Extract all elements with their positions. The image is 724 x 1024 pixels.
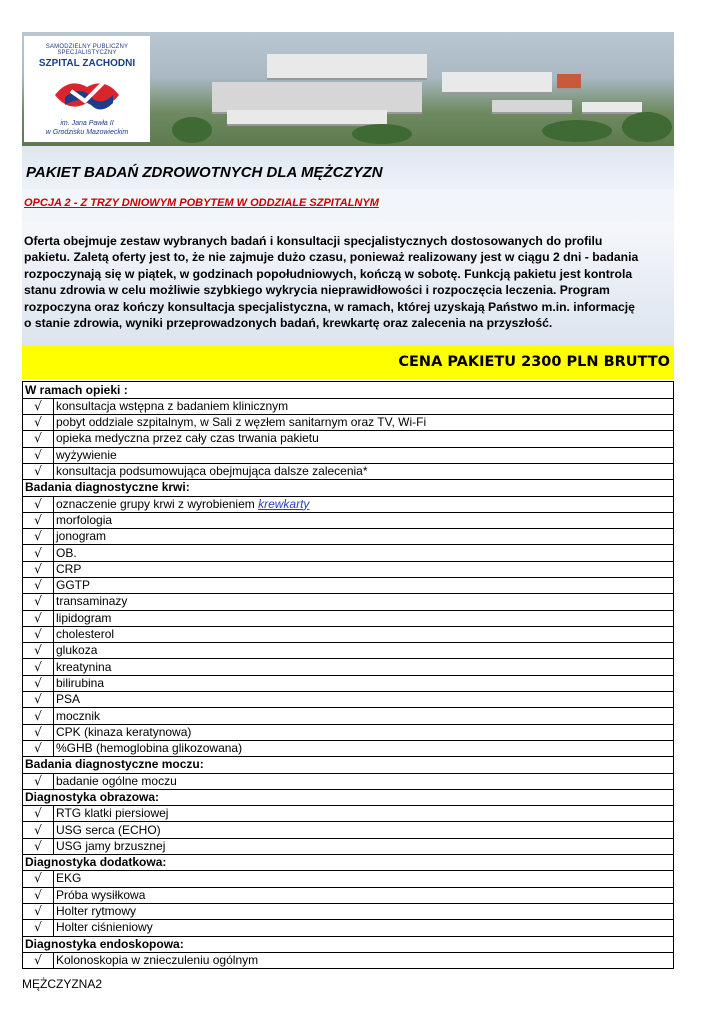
check-mark-icon: √ [23, 724, 54, 740]
service-item-label: CPK (kinaza keratynowa) [56, 724, 192, 739]
check-mark-icon: √ [23, 806, 54, 822]
service-item [54, 529, 674, 545]
service-item-label: USG serca (ECHO) [56, 822, 161, 837]
service-item [54, 398, 674, 414]
check-mark-icon: √ [23, 415, 54, 431]
service-item-label: morfologia [56, 512, 113, 527]
service-item-label: konsultacja wstępna z badaniem klinicznym [56, 398, 289, 413]
logo-name: SZPITAL ZACHODNI [38, 58, 136, 69]
hospital-logo [24, 36, 150, 142]
service-item-label: glukoza [56, 643, 98, 658]
section-header-row [23, 480, 674, 496]
check-mark-icon: √ [23, 838, 54, 854]
check-mark-icon: √ [23, 887, 54, 903]
service-item [54, 512, 674, 528]
section-title: Diagnostyka dodatkowa: [23, 855, 674, 871]
price-bar [22, 345, 674, 379]
service-item-label: konsultacja podsumowująca obejmująca dalsze zalecenia* [56, 464, 368, 479]
table-row [23, 610, 674, 626]
service-item [54, 740, 674, 756]
service-item [54, 545, 674, 561]
table-row [23, 431, 674, 447]
service-item-label: bilirubina [56, 675, 105, 690]
service-item-label: USG jamy brzusznej [56, 838, 166, 853]
check-mark-icon: √ [23, 561, 54, 577]
logo-emblem-icon [51, 73, 123, 117]
table-row [23, 529, 674, 545]
service-item-label: lipidogram [56, 610, 112, 625]
service-item-label: PSA [56, 692, 81, 707]
section-header-row [23, 757, 674, 773]
description-line: o stanie zdrowia, wyniki przeprowadzonych badań, krewkartę oraz zalecenia na przyszłość. [24, 316, 553, 331]
service-item [54, 708, 674, 724]
sheet-footer: MĘŻCZYZNA2 [22, 977, 103, 991]
check-mark-icon: √ [23, 871, 54, 887]
service-item [54, 887, 674, 903]
table-row [23, 626, 674, 642]
service-item [54, 773, 674, 789]
service-item [54, 822, 674, 838]
check-mark-icon: √ [23, 952, 54, 968]
check-mark-icon: √ [23, 659, 54, 675]
tree-shape [172, 117, 212, 143]
table-row [23, 561, 674, 577]
service-item [54, 903, 674, 919]
description-line: Oferta obejmuje zestaw wybranych badań i konsultacji specjalistycznych dostosowanych do profilu [24, 234, 603, 248]
tree-shape [622, 112, 672, 142]
krewkarty-link[interactable]: krewkarty [258, 496, 310, 511]
check-mark-icon: √ [23, 920, 54, 936]
check-mark-icon: √ [23, 447, 54, 463]
table-row [23, 463, 674, 479]
page-title: PAKIET BADAŃ ZDROWOTNYCH DLA MĘŻCZYZN [26, 164, 383, 181]
service-item-label: OB. [56, 545, 77, 560]
check-mark-icon: √ [23, 643, 54, 659]
check-mark-icon: √ [23, 578, 54, 594]
service-item-label: jonogram [56, 529, 107, 544]
tree-shape [542, 120, 612, 142]
table-row [23, 594, 674, 610]
service-item-label: transaminazy [56, 594, 128, 609]
service-item-label: Holter rytmowy [56, 904, 137, 919]
service-item-label: pobyt oddziale szpitalnym, w Sali z węzłem sanitarnym oraz TV, Wi-Fi [56, 415, 427, 430]
check-mark-icon: √ [23, 773, 54, 789]
service-item-label: oznaczenie grupy krwi z wyrobieniem [56, 496, 259, 511]
service-item [54, 431, 674, 447]
table-row [23, 512, 674, 528]
service-item [54, 659, 674, 675]
table-row [23, 838, 674, 854]
table-row [23, 903, 674, 919]
table-row [23, 887, 674, 903]
table-row [23, 740, 674, 756]
table-row [23, 773, 674, 789]
check-mark-icon: √ [23, 431, 54, 447]
table-row [23, 708, 674, 724]
check-mark-icon: √ [23, 512, 54, 528]
section-title: Badania diagnostyczne moczu: [23, 757, 674, 773]
service-item-label: CRP [56, 561, 82, 576]
service-item-label: opieka medyczna przez cały czas trwania pakietu [56, 431, 319, 446]
service-item [54, 806, 674, 822]
check-mark-icon: √ [23, 529, 54, 545]
service-item-label: mocznik [56, 708, 101, 723]
table-row [23, 398, 674, 414]
tree-shape [352, 124, 412, 144]
logo-subtitle-1: im. Jana Pawła II [60, 120, 114, 127]
table-row [23, 920, 674, 936]
service-item [54, 838, 674, 854]
service-item-label: GGTP [56, 578, 91, 593]
service-item-label: kreatynina [56, 659, 112, 674]
option-block [22, 189, 674, 221]
table-row [23, 496, 674, 512]
building-shape [442, 72, 552, 94]
service-item-label: Kolonoskopia w znieczuleniu ogólnym [56, 952, 259, 967]
service-item-label: %GHB (hemoglobina glikozowana) [56, 741, 243, 756]
service-item [54, 643, 674, 659]
service-item [54, 415, 674, 431]
description-line: stanu zdrowia w celu możliwie szybkiego wykrycia nieprawidłowości i rozpoczęcia leczenia. Program [24, 283, 610, 298]
table-row [23, 659, 674, 675]
table-row [23, 578, 674, 594]
option-subtitle: OPCJA 2 - Z TRZY DNIOWYM POBYTEM W ODDZIALE SZPITALNYM [24, 197, 379, 209]
service-item-label: Próba wysiłkowa [56, 887, 146, 902]
service-item [54, 920, 674, 936]
service-item [54, 692, 674, 708]
table-row [23, 822, 674, 838]
service-item [54, 626, 674, 642]
service-item [54, 496, 674, 512]
service-item [54, 561, 674, 577]
service-item [54, 578, 674, 594]
service-item [54, 594, 674, 610]
table-row [23, 806, 674, 822]
check-mark-icon: √ [23, 398, 54, 414]
table-row [23, 675, 674, 691]
service-item-label: cholesterol [56, 627, 115, 642]
section-header-row [23, 855, 674, 871]
service-item [54, 724, 674, 740]
service-item [54, 463, 674, 479]
section-header-row [23, 789, 674, 805]
check-mark-icon: √ [23, 610, 54, 626]
check-mark-icon: √ [23, 594, 54, 610]
building-shape [492, 100, 572, 114]
check-mark-icon: √ [23, 903, 54, 919]
description-line: rozpoczynają się w piątek, w godzinach popołudniowych, kończą w sobotę. Funkcją pakietu jest kontrola [24, 266, 633, 281]
service-item-label: RTG klatki piersiowej [56, 806, 169, 821]
description-line: rozpoczyna oraz kończy konsultacja specjalistyczna, w ramach, której uzyskają Państwo m.in. informację [24, 299, 635, 314]
table-row [23, 447, 674, 463]
header-banner [22, 32, 674, 146]
document-page [22, 32, 674, 969]
section-title: Badania diagnostyczne krwi: [23, 480, 674, 496]
section-header-row [23, 936, 674, 952]
service-item [54, 952, 674, 968]
service-item [54, 610, 674, 626]
building-shape [557, 74, 581, 90]
section-title: Diagnostyka obrazowa: [23, 789, 674, 805]
service-item-label: EKG [56, 871, 82, 886]
service-item-label: wyżywienie [56, 447, 117, 462]
check-mark-icon: √ [23, 496, 54, 512]
building-shape [582, 102, 642, 114]
logo-subtitle-2: w Grodzisku Mazowieckim [45, 129, 129, 136]
check-mark-icon: √ [23, 692, 54, 708]
services-table [22, 381, 674, 969]
table-row [23, 545, 674, 561]
section-title: W ramach opieki : [23, 382, 674, 398]
package-price: CENA PAKIETU 2300 PLN BRUTTO [398, 354, 670, 371]
check-mark-icon: √ [23, 740, 54, 756]
service-item [54, 447, 674, 463]
table-row [23, 724, 674, 740]
check-mark-icon: √ [23, 626, 54, 642]
description-block [22, 221, 674, 345]
section-header-row [23, 382, 674, 398]
logo-top-text: SAMODZIELNY PUBLICZNY SPECJALISTYCZNY [45, 44, 129, 56]
title-block [22, 146, 674, 189]
table-row [23, 871, 674, 887]
section-title: Diagnostyka endoskopowa: [23, 936, 674, 952]
building-shape [267, 54, 427, 80]
service-item-label: badanie ogólne moczu [56, 773, 177, 788]
table-row [23, 415, 674, 431]
check-mark-icon: √ [23, 822, 54, 838]
check-mark-icon: √ [23, 463, 54, 479]
service-item [54, 871, 674, 887]
table-row [23, 643, 674, 659]
table-row [23, 692, 674, 708]
table-row [23, 952, 674, 968]
description-line: pakietu. Zaletą oferty jest to, że nie zajmuje dużo czasu, ponieważ realizowany jest w ciągu 2 dni - badania [24, 250, 639, 265]
service-item [54, 675, 674, 691]
check-mark-icon: √ [23, 545, 54, 561]
service-item-label: Holter ciśnieniowy [56, 920, 153, 935]
building-shape [227, 110, 387, 126]
check-mark-icon: √ [23, 708, 54, 724]
check-mark-icon: √ [23, 675, 54, 691]
